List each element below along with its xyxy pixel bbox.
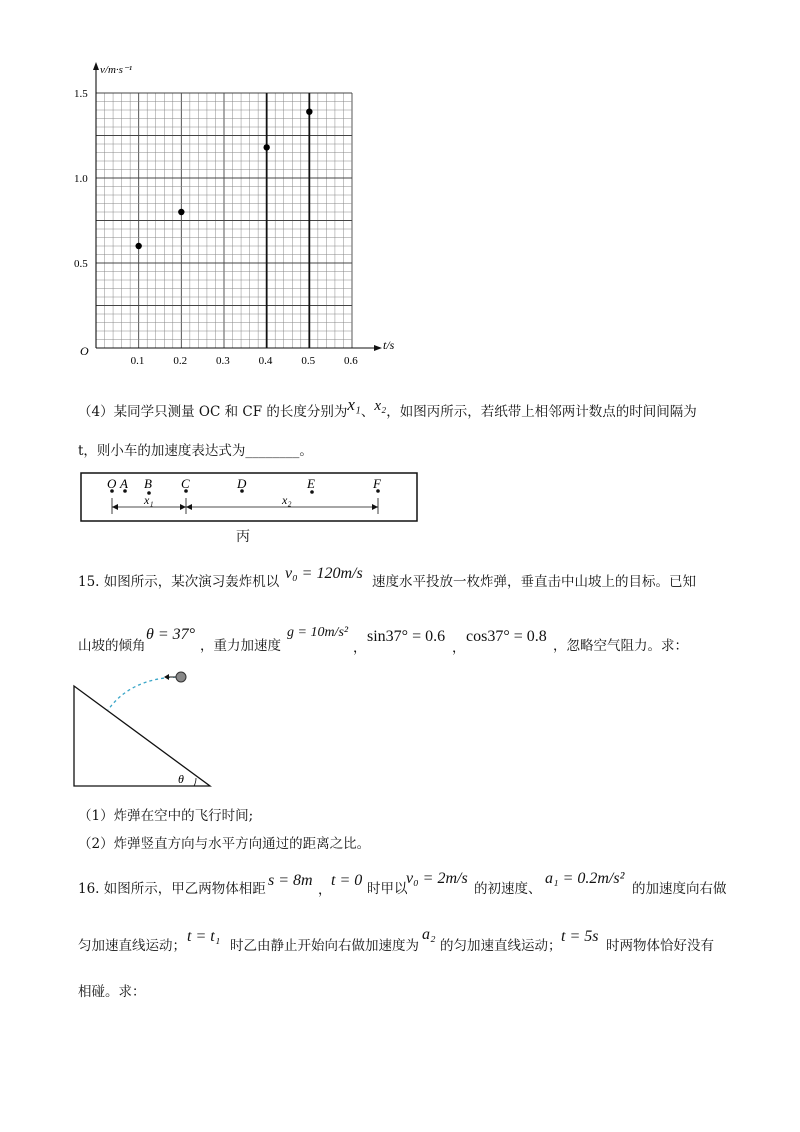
q16-f: 时乙由静止开始向右做加速度为 [230,938,419,954]
angle-arc [194,778,196,786]
q16-b: 时甲以 [367,881,408,897]
data-point [263,144,269,150]
q16-t1: t = t₁ [187,928,221,945]
q15-b: 速度水平投放一枚炸弹，垂直击中山坡上的目标。已知 [372,574,696,590]
q4-line1: （4）某同学只测量 OC 和 CF 的长度分别为 [78,404,348,420]
paper-tape-diagram [80,470,425,550]
q16-v0: v₀ = 2m/s [406,870,468,887]
tape-caption: 丙 [236,529,250,545]
tape-x2-label: x₂ [282,493,292,507]
q15-g: g = 10m/s² [287,625,349,640]
x-tick-label: 0.5 [301,355,316,367]
tape-point-label: D [237,476,247,491]
chart-axes [93,62,382,351]
x-tick-label: 0.6 [344,355,358,367]
q4-sep: 、 [360,404,375,420]
q15-e: ，忽略空气阻力。求： [553,638,688,654]
q15-v0: v₀ = 120m/s [285,565,363,582]
q15-sep2: ， [452,640,466,656]
x-axis-arrow [374,345,382,351]
x-axis-label: t/s [383,338,395,352]
tape-point-label: A [120,476,128,491]
q15-a: 15. 如图所示，某次演习轰炸机以 [78,574,280,590]
v-t-graph [60,58,420,368]
bomb-trajectory [108,677,176,710]
x-tick-label: 0.1 [130,355,145,367]
q15-theta: θ = 37° [146,626,196,643]
tape-point-label: B [144,476,152,491]
slope-triangle [74,686,210,786]
q15-d: ，重力加速度 [200,638,281,654]
x-tick-label: 0.3 [216,355,230,367]
x-tick-label: 0.2 [173,355,188,367]
data-point [306,109,312,115]
q15-c: 山坡的倾角 [78,638,146,654]
y-axis-label: v/m·s⁻¹ [100,64,133,76]
q15-sub1: （1）炸弹在空中的飞行时间; [78,808,254,824]
q16-s: s = 8m [268,872,313,889]
q16-sep1: ， [318,882,332,898]
q4-line2: t，则小车的加速度表达式为________。 [78,443,313,459]
q16-d: 的加速度向右做 [632,881,727,897]
origin-label: O [80,344,89,358]
q4-x1: x₁ [347,395,361,414]
data-point [135,243,141,249]
tape-point-label: O [107,476,117,491]
q4-line1-tail: ，如图丙所示，若纸带上相邻两计数点的时间间隔为 [386,404,697,420]
q15-sub2: （2）炸弹竖直方向与水平方向通过的距离之比。 [78,836,371,852]
chart-grid [96,93,352,348]
q16-a: 16. 如图所示，甲乙两物体相距 [78,881,266,897]
paper-tape [81,473,417,521]
q16-g: 的匀加速直线运动； [440,938,562,954]
tape-point-label: E [307,476,315,491]
q15-sep1: ， [353,640,367,656]
y-tick-label: 1.5 [74,88,88,100]
q16-a2: a₂ [422,926,436,943]
q15-cos: cos37° = 0.8 [466,628,547,645]
q16-i: 相碰。求： [78,984,146,1000]
q16-c: 的初速度、 [474,881,542,897]
q16-t5: t = 5s [561,928,599,945]
y-tick-label: 1.0 [74,173,88,185]
y-axis-arrow [93,62,99,70]
tape-point-label: C [181,476,190,491]
y-tick-label: 0.5 [74,258,88,270]
tape-x1-label: x₁ [144,493,154,507]
q16-e: 匀加速直线运动； [78,938,186,954]
q16-t0: t = 0 [331,872,363,889]
bomb-icon [176,672,186,682]
slope-diagram [70,666,220,790]
angle-theta-label: θ [178,772,184,786]
q16-h: 时两物体恰好没有 [606,938,714,954]
chart-ticks [74,88,358,367]
q15-sin: sin37° = 0.6 [367,628,446,645]
tape-point-label: F [373,476,381,491]
x-tick-label: 0.4 [258,355,273,367]
data-point [178,209,184,215]
q4-x2: x₂ [374,398,387,414]
q16-a1: a₁ = 0.2m/s² [545,870,625,887]
tape-points [107,476,382,495]
